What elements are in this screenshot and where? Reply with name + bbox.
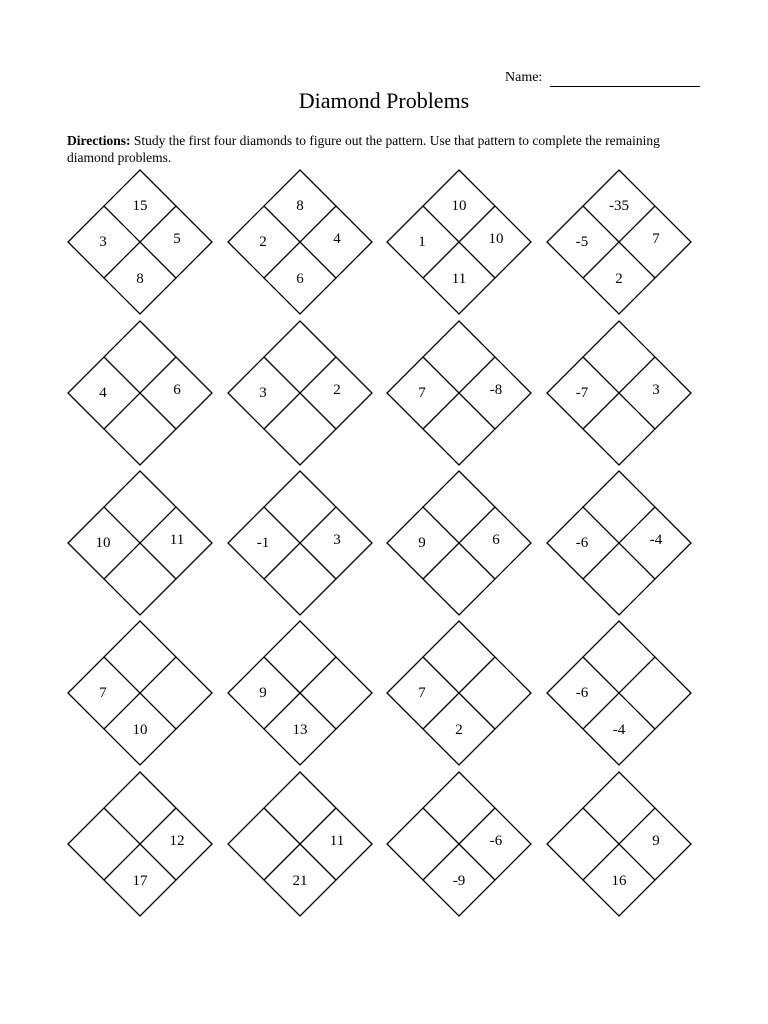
diamond-bottom-cell: 2 bbox=[615, 271, 623, 287]
diamond-bottom-cell: 8 bbox=[136, 271, 144, 287]
diamond-problem bbox=[547, 321, 691, 465]
diamond-problem bbox=[68, 621, 212, 765]
diamond-left-cell: 7 bbox=[99, 685, 107, 701]
diamond-bottom-cell: -9 bbox=[452, 873, 466, 889]
diamond-right-cell: 5 bbox=[173, 231, 181, 247]
diamond-left-cell: 7 bbox=[418, 685, 426, 701]
diamond-problem bbox=[387, 170, 531, 314]
directions-text: Study the first four diamonds to figure out the pattern. Use that pattern to complete the remaining diamond problems. bbox=[67, 133, 660, 165]
diamond-right-cell: 11 bbox=[169, 532, 185, 548]
diamond-right-cell: 7 bbox=[652, 231, 660, 247]
diamond-problem bbox=[68, 170, 212, 314]
diamond-right-cell: -4 bbox=[649, 532, 663, 548]
diamond-bottom-cell: 11 bbox=[451, 271, 467, 287]
diamond-problem bbox=[68, 321, 212, 465]
diamond-left-cell: 4 bbox=[99, 385, 107, 401]
diamond-bottom-cell: 10 bbox=[132, 722, 148, 738]
diamond-problem bbox=[387, 471, 531, 615]
diamond-problem bbox=[387, 321, 531, 465]
diamond-problem bbox=[547, 772, 691, 916]
diamond-left-cell: -7 bbox=[575, 385, 589, 401]
diamond-bottom-cell: 13 bbox=[292, 722, 308, 738]
diamond-right-cell: 2 bbox=[333, 382, 341, 398]
diamond-left-cell: 3 bbox=[99, 234, 107, 250]
diamond-problem bbox=[228, 772, 372, 916]
diamond-problem bbox=[228, 621, 372, 765]
diamond-problem bbox=[228, 170, 372, 314]
diamond-problem bbox=[228, 471, 372, 615]
diamond-right-cell: 12 bbox=[169, 833, 185, 849]
diamond-problem bbox=[547, 471, 691, 615]
diamond-bottom-cell: 16 bbox=[611, 873, 627, 889]
diamond-bottom-cell: -4 bbox=[612, 722, 626, 738]
diamond-top-cell: 10 bbox=[451, 198, 467, 214]
diamond-top-cell: -35 bbox=[609, 198, 629, 214]
diamond-right-cell: 10 bbox=[488, 231, 504, 247]
diamond-left-cell: 1 bbox=[418, 234, 426, 250]
diamond-left-cell: 9 bbox=[418, 535, 426, 551]
page-title: Diamond Problems bbox=[298, 88, 470, 113]
diamond-right-cell: 4 bbox=[333, 231, 341, 247]
diamond-problem bbox=[68, 471, 212, 615]
diamond-problem bbox=[387, 772, 531, 916]
diamond-left-cell: -6 bbox=[575, 535, 589, 551]
diamond-bottom-cell: 6 bbox=[296, 271, 304, 287]
diamond-right-cell: -6 bbox=[489, 833, 503, 849]
diamond-right-cell: 11 bbox=[329, 833, 345, 849]
diamond-right-cell: 6 bbox=[173, 382, 181, 398]
diamond-left-cell: -5 bbox=[575, 234, 589, 250]
diamond-problem bbox=[387, 621, 531, 765]
diamond-problem bbox=[547, 170, 691, 314]
diamond-problem bbox=[547, 621, 691, 765]
diamond-left-cell: -1 bbox=[256, 535, 270, 551]
diamond-bottom-cell: 21 bbox=[292, 873, 308, 889]
diamond-left-cell: 10 bbox=[95, 535, 111, 551]
diamond-right-cell: 3 bbox=[652, 382, 660, 398]
diamond-problem bbox=[68, 772, 212, 916]
directions-label: Directions: bbox=[67, 133, 131, 148]
diamond-top-cell: 15 bbox=[132, 198, 148, 214]
diamond-right-cell: 3 bbox=[333, 532, 341, 548]
diamond-left-cell: 9 bbox=[259, 685, 267, 701]
diamond-problem bbox=[228, 321, 372, 465]
diamond-left-cell: 2 bbox=[259, 234, 267, 250]
name-label: Name: bbox=[505, 70, 543, 85]
diamond-right-cell: 9 bbox=[652, 833, 660, 849]
diamond-right-cell: 6 bbox=[492, 532, 500, 548]
diamond-right-cell: -8 bbox=[489, 382, 503, 398]
diamond-left-cell: 7 bbox=[418, 385, 426, 401]
diamond-top-cell: 8 bbox=[296, 198, 304, 214]
diamond-left-cell: 3 bbox=[259, 385, 267, 401]
diamond-bottom-cell: 17 bbox=[132, 873, 148, 889]
diamond-left-cell: -6 bbox=[575, 685, 589, 701]
diamond-bottom-cell: 2 bbox=[455, 722, 463, 738]
